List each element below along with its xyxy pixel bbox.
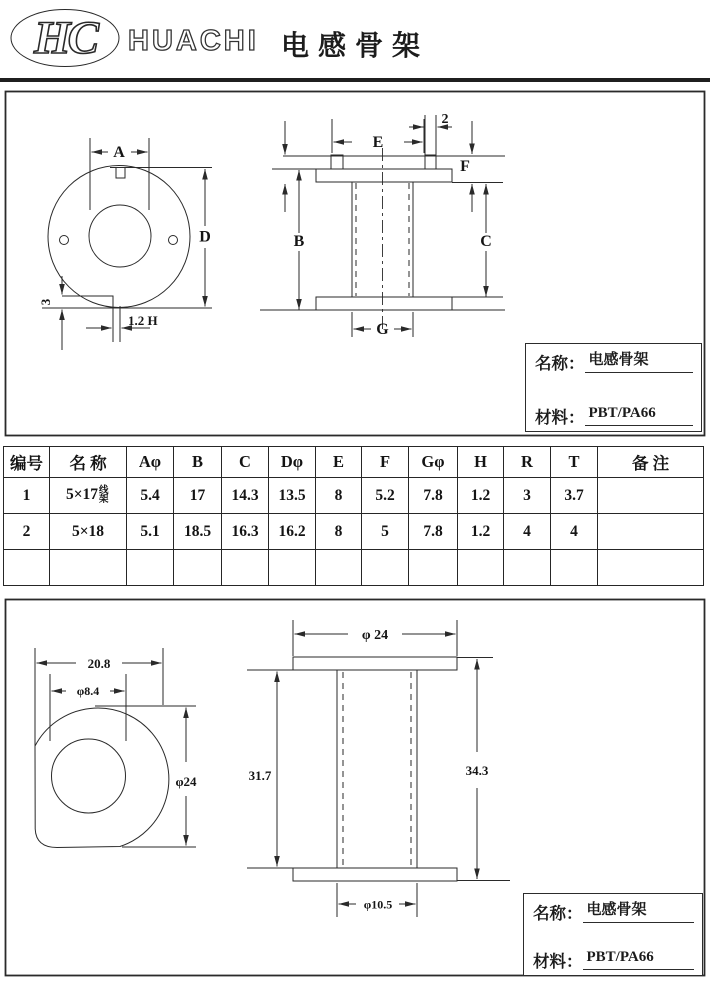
table-row [4, 514, 704, 550]
cell-no: 2 [4, 514, 50, 550]
cell-name-main: 5×17 [65, 486, 99, 504]
cell: 3 [504, 478, 551, 514]
material-row [533, 950, 694, 970]
name-row [535, 353, 693, 373]
material-value: PBT/PA66 [583, 950, 695, 970]
table-row-empty [4, 550, 704, 586]
col-header-d: Dφ [269, 447, 316, 478]
dim-label-c: C [480, 233, 492, 250]
col-header-g: Gφ [409, 447, 458, 478]
col-header-e: E [316, 447, 362, 478]
cell [174, 550, 222, 586]
col-header-h: H [458, 447, 504, 478]
cell: 8 [316, 514, 362, 550]
cell: 4 [551, 514, 598, 550]
material-value: PBT/PA66 [585, 406, 694, 426]
dim-label-b: B [293, 233, 305, 250]
cell [362, 550, 409, 586]
cell: 17 [174, 478, 222, 514]
material-label: 材料： [533, 951, 583, 971]
cell [409, 550, 458, 586]
dim-label-right-height: 34.3 [465, 763, 489, 778]
front-view-drawing-2 [35, 648, 197, 848]
title-block-top [525, 343, 702, 432]
cell: 7.8 [409, 478, 458, 514]
name-value: 电感骨架 [583, 903, 695, 923]
cell: 7.8 [409, 514, 458, 550]
name-row [533, 903, 694, 923]
dim-label-inner-dia: φ8.4 [76, 684, 100, 698]
material-row [535, 406, 693, 426]
col-header-t: T [551, 447, 598, 478]
col-header-r: R [504, 447, 551, 478]
header-divider [0, 78, 710, 82]
cell: 14.3 [222, 478, 269, 514]
dim-label-left-height: 31.7 [248, 768, 272, 783]
top-notch [116, 168, 125, 179]
cell [504, 550, 551, 586]
cell: 3.7 [551, 478, 598, 514]
cell-name [50, 478, 127, 514]
front-view-drawing [38, 138, 212, 350]
title-block-bottom [523, 893, 703, 976]
dim-label-slot: 1.2 H [128, 313, 158, 328]
dimension-table [3, 446, 704, 586]
hc-logo [4, 1, 272, 77]
bottom-slot [62, 296, 120, 342]
cell [4, 550, 50, 586]
col-header-f: F [362, 447, 409, 478]
cell: 13.5 [269, 478, 316, 514]
dim-label-bottom-dia: φ10.5 [363, 897, 393, 912]
cell-name-suffix: 线架 [99, 485, 109, 505]
col-header-no: 编号 [4, 447, 50, 478]
name-value: 电感骨架 [585, 353, 694, 373]
side-view-drawing-2 [247, 620, 510, 917]
logo-hc-text: HC [34, 12, 96, 64]
cell: 4 [504, 514, 551, 550]
cell: 1.2 [458, 478, 504, 514]
cell [127, 550, 174, 586]
dim-label-f: F [460, 158, 470, 175]
col-header-c: C [222, 447, 269, 478]
dim-label-e: E [372, 134, 384, 151]
cell [598, 550, 704, 586]
cell: 18.5 [174, 514, 222, 550]
cell: 1.2 [458, 514, 504, 550]
dim-label-post-width: 2 [441, 112, 449, 127]
name-label: 名称： [533, 904, 583, 924]
dim-label-top-dia: φ 24 [361, 628, 389, 643]
dim-label-a: A [113, 144, 125, 161]
cell-remark [598, 514, 704, 550]
cell [269, 550, 316, 586]
cell-remark [598, 478, 704, 514]
table-row [4, 478, 704, 514]
cell [551, 550, 598, 586]
cell: 5.2 [362, 478, 409, 514]
cell: 16.2 [269, 514, 316, 550]
cell: 16.3 [222, 514, 269, 550]
col-header-name: 名 称 [50, 447, 127, 478]
cell: 8 [316, 478, 362, 514]
cell [458, 550, 504, 586]
cell: 5.1 [127, 514, 174, 550]
dim-label-depth: 3 [38, 298, 53, 306]
col-header-b: B [174, 447, 222, 478]
page-title: 电感骨架 [281, 31, 430, 62]
dim-label-width: 20.8 [87, 656, 111, 671]
side-view-drawing [260, 112, 505, 338]
cell: 5 [362, 514, 409, 550]
brand-text: HUACHI [128, 25, 259, 57]
cell [50, 550, 127, 586]
cell: 5.4 [127, 478, 174, 514]
name-label: 名称： [535, 354, 585, 374]
cell-no: 1 [4, 478, 50, 514]
cell [316, 550, 362, 586]
dim-label-d: D [199, 228, 211, 246]
col-header-a: Aφ [127, 447, 174, 478]
table-header-row [4, 447, 704, 478]
cell [222, 550, 269, 586]
dim-label-outer-dia: φ24 [175, 774, 197, 789]
material-label: 材料： [535, 407, 585, 427]
col-header-remark: 备 注 [598, 447, 704, 478]
cell-name: 5×18 [50, 514, 127, 550]
dim-label-g: G [376, 321, 389, 338]
